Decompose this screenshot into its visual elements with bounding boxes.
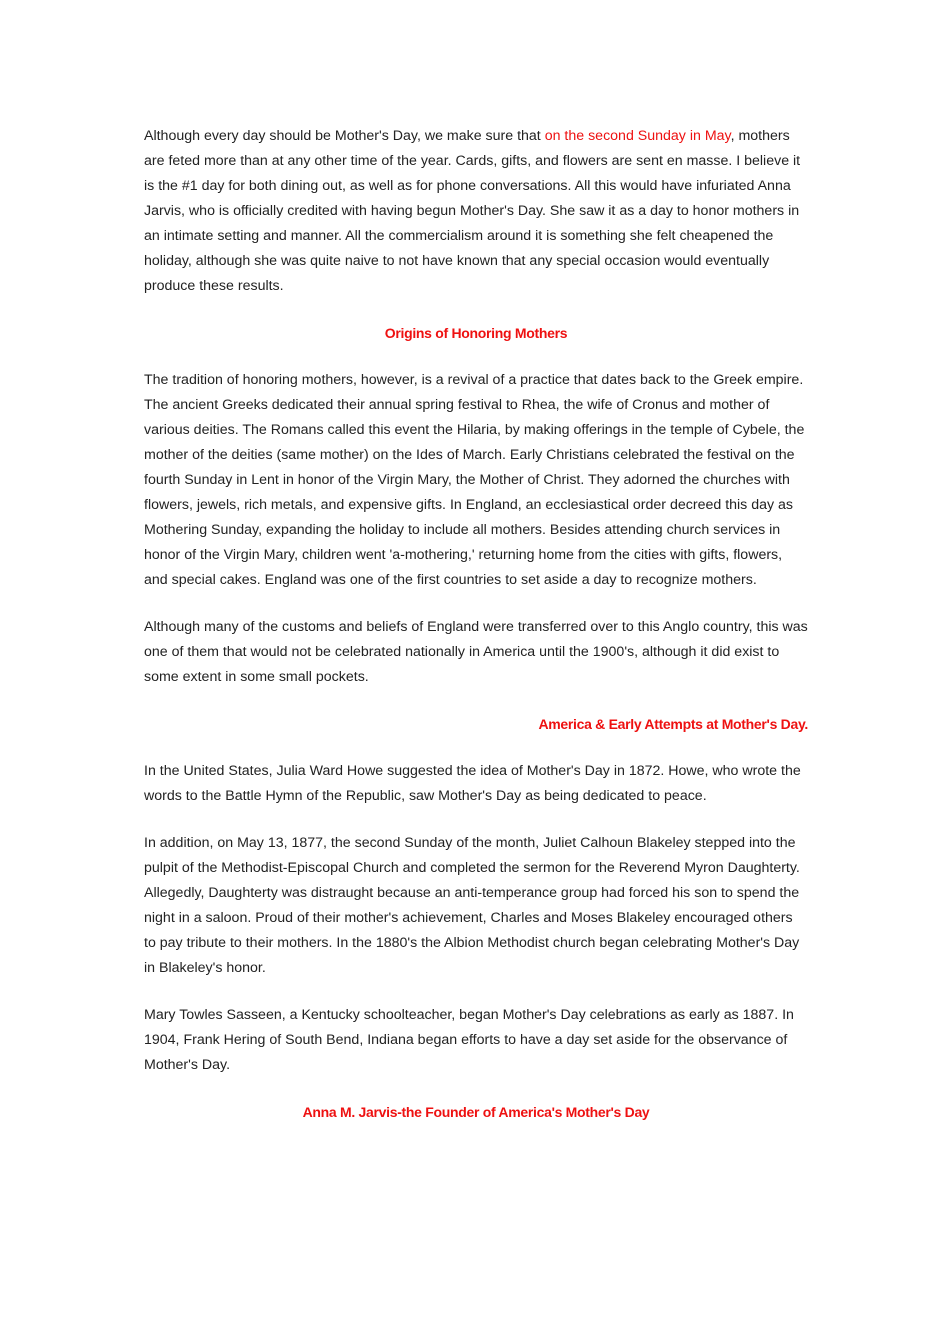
intro-paragraph <box>144 124 808 299</box>
america-heading: America & Early Attempts at Mother's Day. <box>538 716 808 732</box>
america-paragraph-3: Mary Towles Sasseen, a Kentucky schoolteacher, began Mother's Day celebrations as early as 1887. In 1904, Frank Hering of South Bend, Indiana began efforts to have a day set aside for the observance of Mother's Day. <box>144 1007 794 1073</box>
america-paragraph-2: In addition, on May 13, 1877, the second Sunday of the month, Juliet Calhoun Blakeley stepped into the pulpit of the Methodist-Episcopal Church and completed the sermon for the Reverend Myron Daughterty. Allegedly, Daughterty was distraught because an anti-temperance group had forced his son to spend the night in a saloon. Proud of their mother's achievement, Charles and Moses Blakeley encouraged others to pay tribute to their mothers. In the 1880's the Albion Methodist church began celebrating Mother's Day in Blakeley's honor. <box>144 835 800 976</box>
origins-heading: Origins of Honoring Mothers <box>384 325 568 341</box>
intro-text-after: , mothers are feted more than at any other time of the year. Cards, gifts, and flowers are sent en masse. I believe it is the #1 day for both dining out, as well as for phone conversations. All this would have infuriated Anna Jarvis, who is officially credited with having begun Mother's Day. She saw it as a day to honor mothers in an intimate setting and manner. All the commercialism around it is something she felt cheapened the holiday, although she was quite naive to not have known that any special occasion would eventually produce these results. <box>144 128 801 294</box>
intro-highlight: on the second Sunday in May <box>544 128 731 144</box>
document-page <box>144 124 808 1147</box>
intro-text-before: Although every day should be Mother's Day, we make sure that <box>144 128 545 144</box>
origins-paragraph-2: Although many of the customs and beliefs of England were transferred over to this Anglo country, this was one of them that would not be celebrated nationally in America until the 1900's, although it did exist to some extent in some small pockets. <box>144 619 808 685</box>
america-paragraph-1: In the United States, Julia Ward Howe suggested the idea of Mother's Day in 1872. Howe, who wrote the words to the Battle Hymn of the Republic, saw Mother's Day as being dedicated to peace. <box>144 763 801 804</box>
origins-paragraph-1: The tradition of honoring mothers, however, is a revival of a practice that dates back to the Greek empire. The ancient Greeks dedicated their annual spring festival to Rhea, the wife of Cronus and mother of various deities. The Romans called this event the Hilaria, by making offerings in the temple of Cybele, the mother of the deities (same mother) on the Ides of March. Early Christians celebrated the festival on the fourth Sunday in Lent in honor of the Virgin Mary, the Mother of Christ. They adorned the churches with flowers, jewels, rich metals, and expensive gifts. In England, an ecclesiastical order decreed this day as Mothering Sunday, expanding the holiday to include all mothers. Besides attending church services in honor of the Virgin Mary, children went 'a-mothering,' returning home from the cities with gifts, flowers, and special cakes. England was one of the first countries to set aside a day to recognize mothers. <box>144 372 805 588</box>
jarvis-heading: Anna M. Jarvis-the Founder of America's Mother's Day <box>302 1104 650 1120</box>
